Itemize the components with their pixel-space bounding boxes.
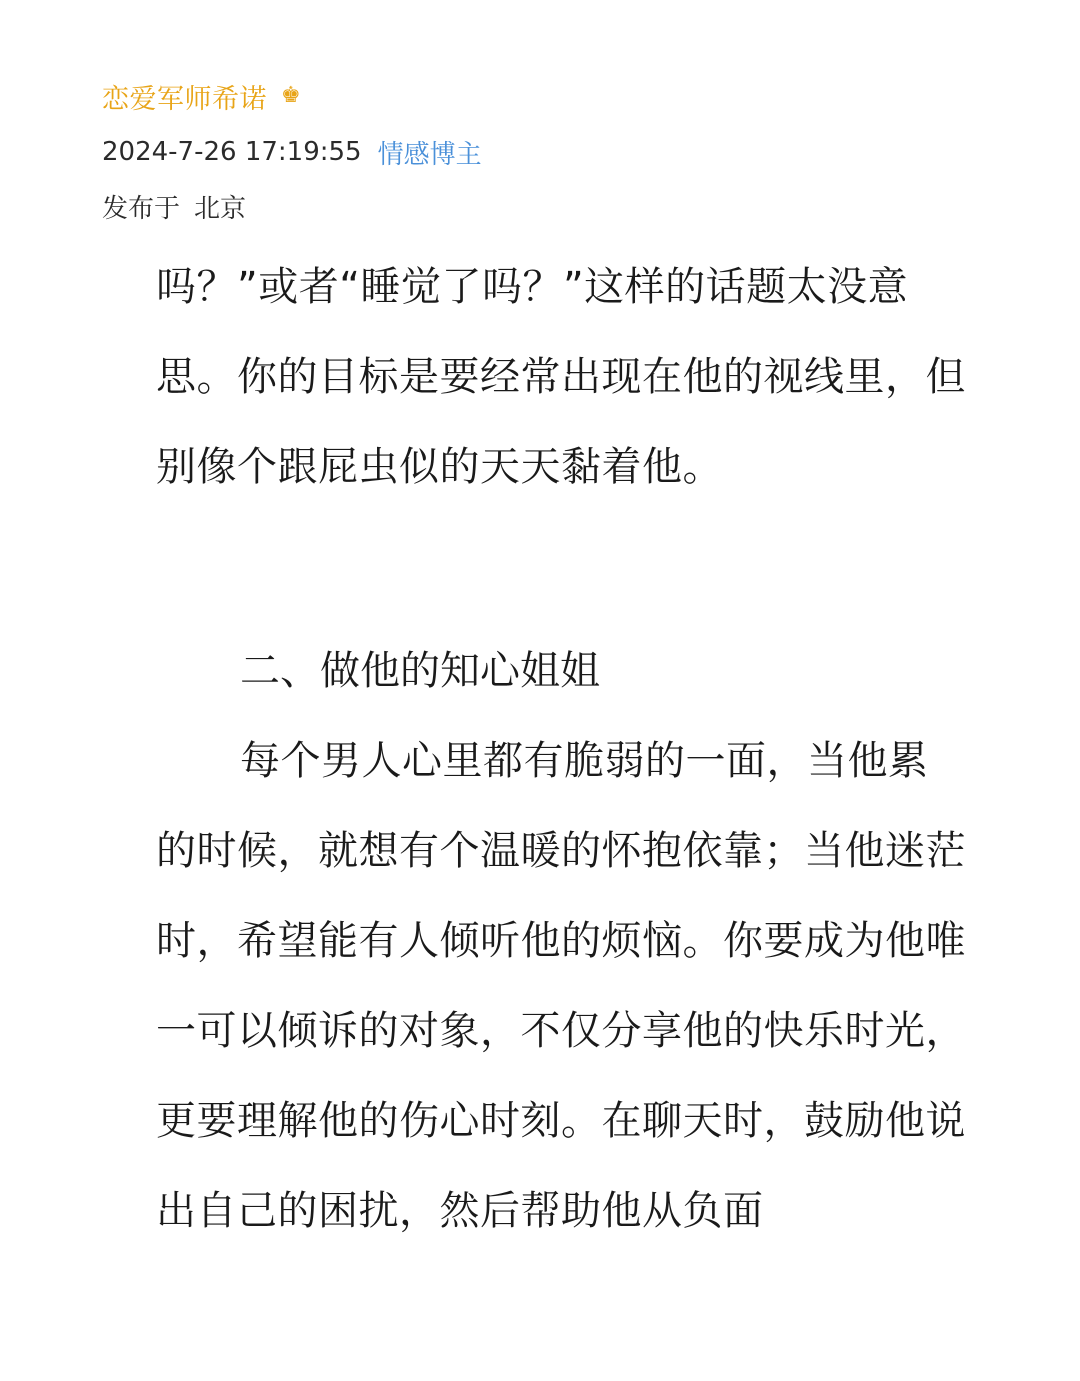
location-city: 北京 bbox=[194, 193, 247, 224]
post-timestamp: 2024-7-26 17:19:55 bbox=[102, 137, 362, 167]
crown-icon: ♚ bbox=[281, 83, 301, 108]
paragraph-spacer bbox=[156, 512, 966, 626]
paragraph-2: 每个男人心里都有脆弱的一面，当他累的时候，就想有个温暖的怀抱依靠；当他迷茫时，希望能有人倾听他的烦恼。你要成为他唯一可以倾诉的对象，不仅分享他的快乐时光，更要理解他的伤心时刻。在聊天时，鼓励他说出自己的困扰，然后帮助他从负面 bbox=[156, 738, 966, 1234]
author-row bbox=[102, 74, 1002, 118]
paragraph-1: 吗？”或者“睡觉了吗？”这样的话题太没意思。你的目标是要经常出现在他的视线里，但别像个跟屁虫似的天天黏着他。 bbox=[156, 264, 966, 490]
author-tag: 情感博主 bbox=[377, 139, 482, 170]
location-label: 发布于 bbox=[102, 193, 181, 224]
post-content bbox=[156, 242, 966, 1256]
author-name[interactable]: 恋爱军师希诺 bbox=[102, 83, 267, 115]
meta-row bbox=[102, 130, 1002, 174]
location-row bbox=[102, 184, 1002, 228]
post-header bbox=[102, 74, 1002, 228]
section-title: 二、做他的知心姐姐 bbox=[240, 648, 600, 694]
